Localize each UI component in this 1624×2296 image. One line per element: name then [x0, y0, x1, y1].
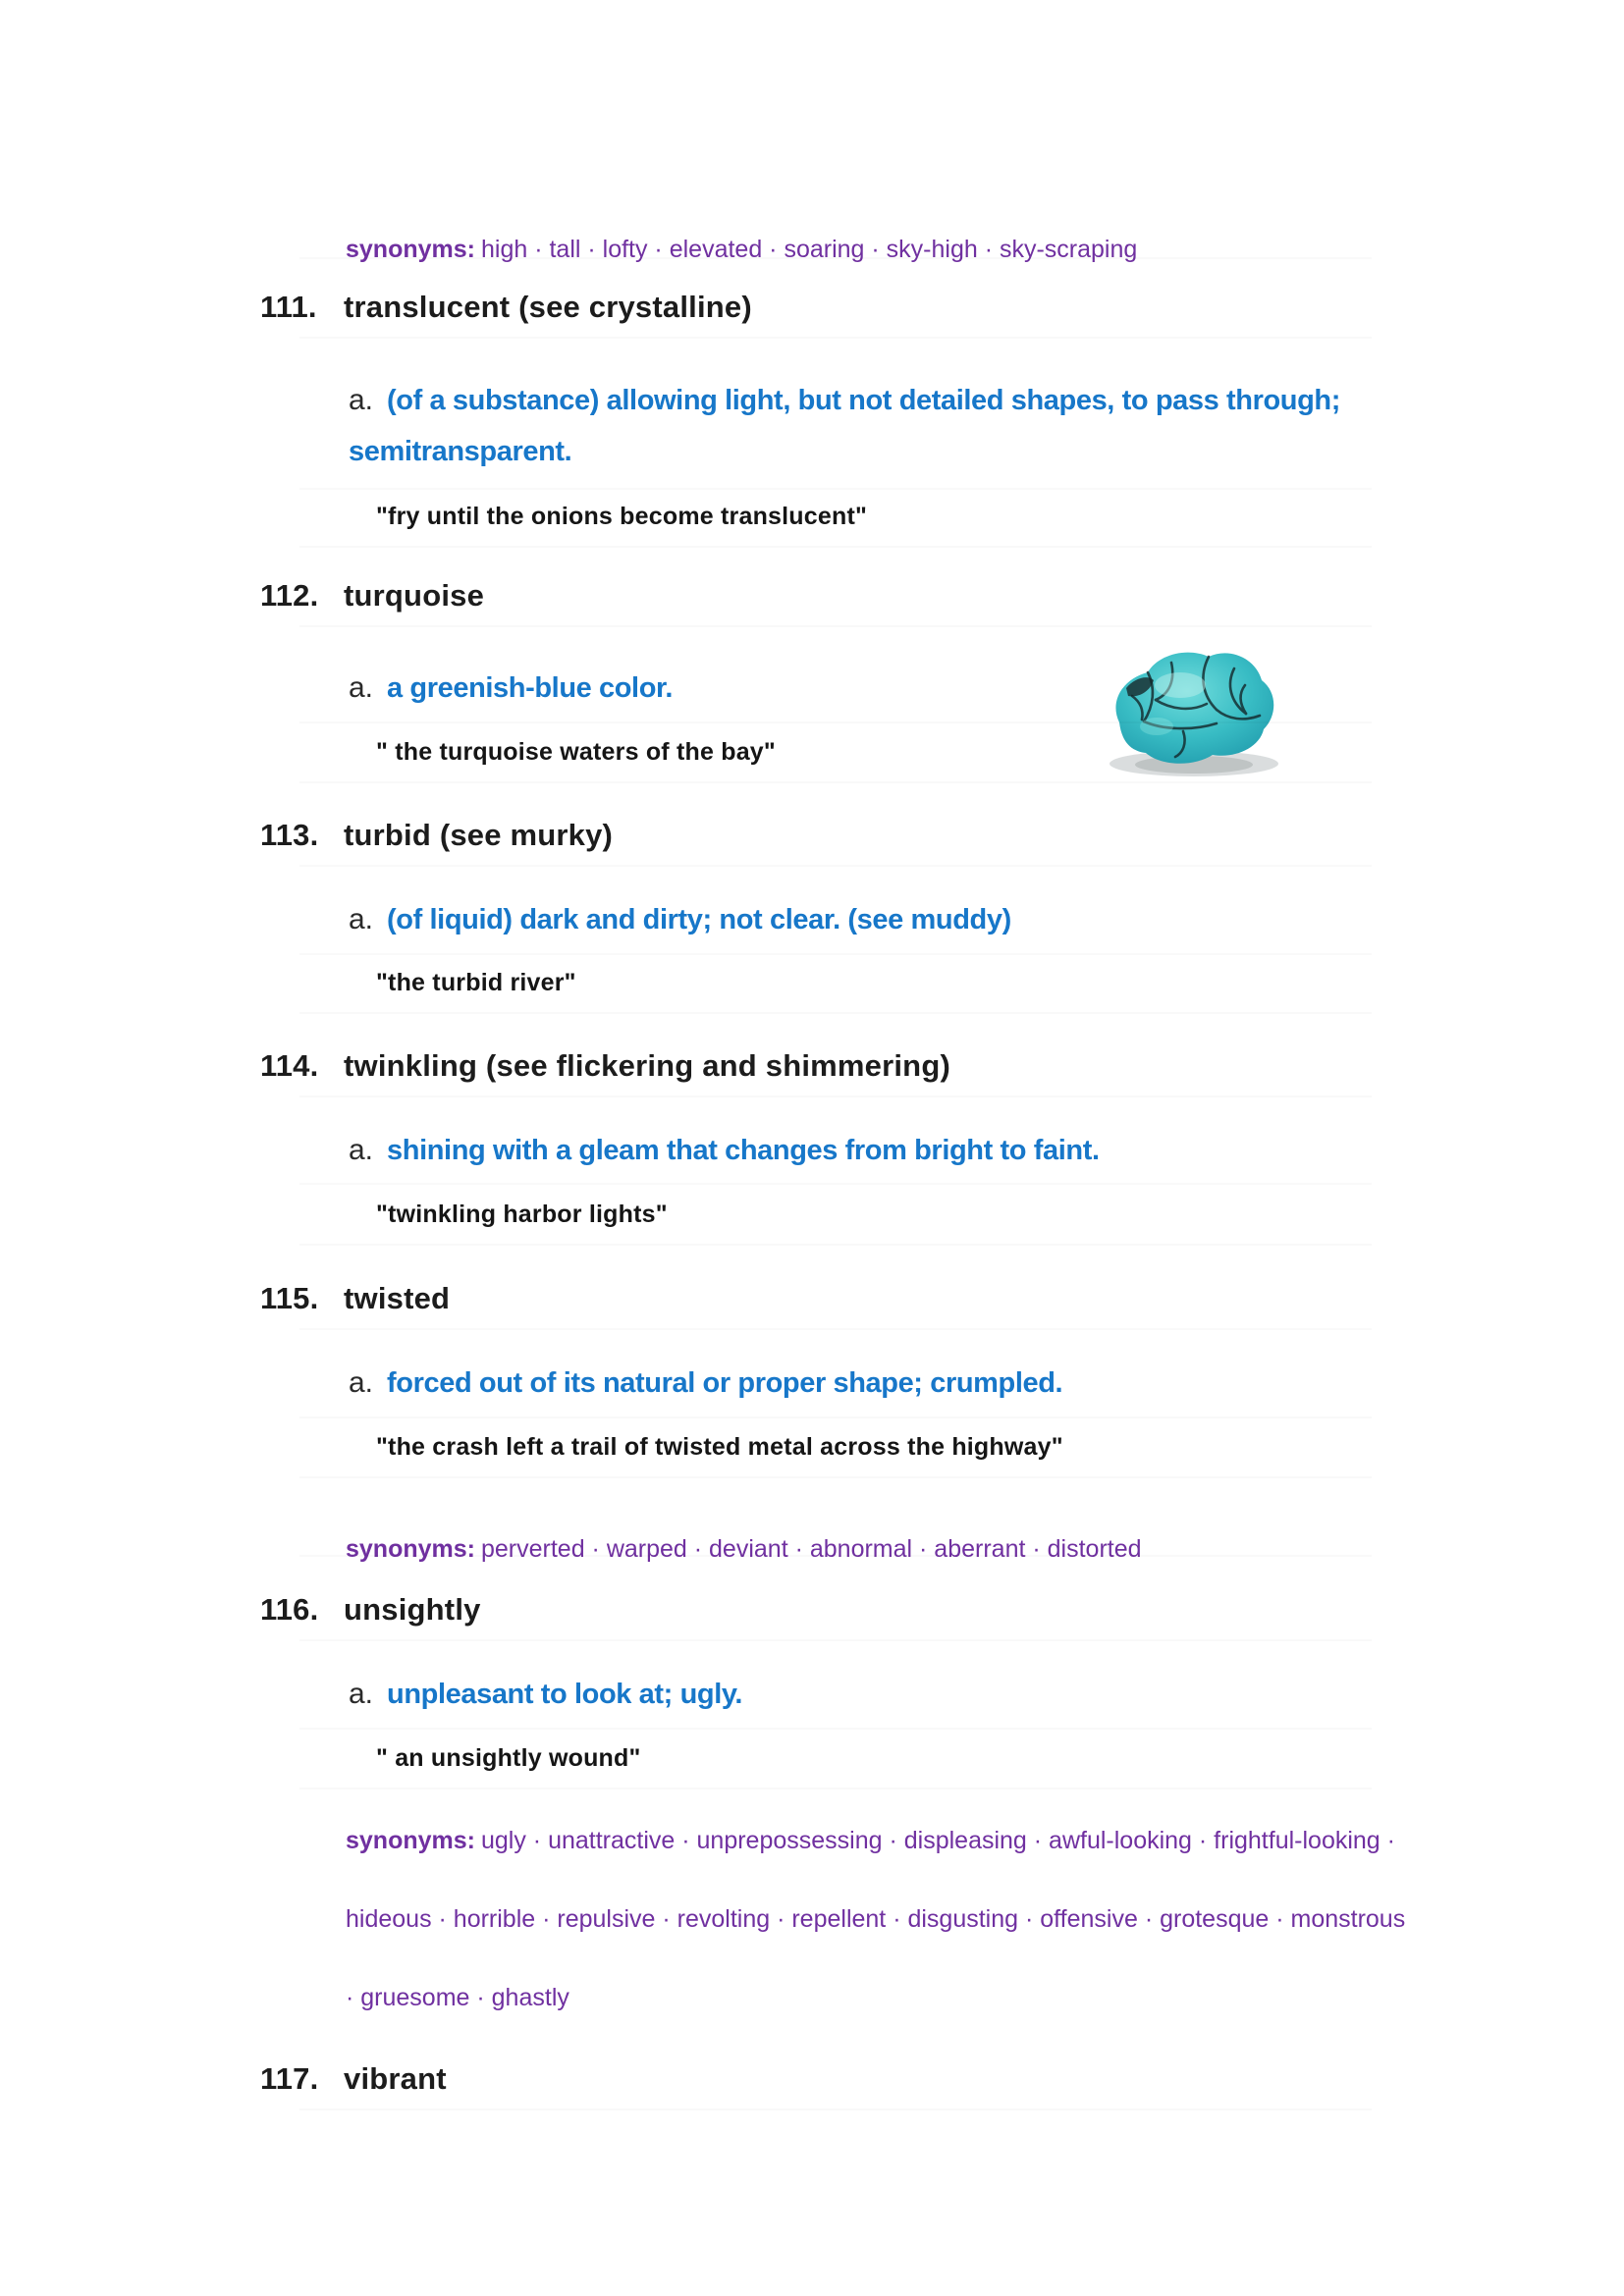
row-separator-line	[299, 1416, 1372, 1418]
entry-heading	[260, 578, 484, 614]
definition-text: forced out of its natural or proper shape; crumpled.	[387, 1367, 1063, 1399]
row-separator-line	[299, 1095, 1372, 1097]
entry-term: turbid (see murky)	[344, 818, 614, 852]
synonyms-list: ugly · unattractive · unprepossessing · displeasing · awful-looking · frightful-looking · hideous · horrible · repulsive · revolting · repellent · disgusting · offensive · grotesque · monstrous · gruesome · ghastly	[346, 1827, 1406, 2011]
entry-heading	[260, 290, 752, 325]
synonyms-label: synonyms:	[346, 1535, 475, 1563]
synonyms-list: high · tall · lofty · elevated · soaring · sky-high · sky-scraping	[480, 236, 1138, 263]
entry-term: twisted	[344, 1281, 451, 1315]
definition-row	[349, 1669, 1375, 1720]
definition-label: a.	[349, 903, 374, 935]
synonyms-list: perverted · warped · deviant · abnormal · aberrant · distorted	[480, 1535, 1142, 1563]
example-quote: " an unsightly wound"	[376, 1744, 641, 1772]
definition-row	[349, 1358, 1375, 1409]
entry-number: 113.	[260, 818, 319, 852]
row-separator-line	[299, 488, 1372, 490]
row-separator-line	[299, 1788, 1372, 1789]
row-separator-line	[299, 721, 1372, 723]
entry-heading	[260, 1048, 950, 1084]
row-separator-line	[299, 865, 1372, 867]
entry-heading	[260, 1592, 481, 1628]
entry-number: 115.	[260, 1281, 319, 1315]
synonyms-line	[346, 210, 1137, 289]
definition-row	[349, 375, 1375, 477]
row-separator-line	[299, 781, 1372, 783]
definition-row	[349, 1125, 1375, 1176]
synonyms-line	[346, 1510, 1142, 1588]
example-quote: "the turbid river"	[376, 969, 576, 996]
row-separator-line	[299, 1183, 1372, 1185]
entry-number: 116.	[260, 1592, 319, 1627]
synonyms-label: synonyms:	[346, 236, 475, 263]
entry-term: turquoise	[344, 578, 485, 613]
definition-label: a.	[349, 1366, 374, 1399]
row-separator-line	[299, 1639, 1372, 1641]
entry-term: unsightly	[344, 1592, 481, 1627]
row-separator-line	[299, 1012, 1372, 1014]
synonyms-label: synonyms:	[346, 1827, 475, 1854]
example-quote: " the turquoise waters of the bay"	[376, 738, 776, 766]
row-separator-line	[299, 1244, 1372, 1246]
definition-text: (of a substance) allowing light, but not detailed shapes, to pass through; semitransparent.	[349, 385, 1340, 467]
definition-label: a.	[349, 384, 374, 416]
entry-term: vibrant	[344, 2061, 447, 2096]
synonyms-line	[346, 1801, 1406, 2037]
entry-number: 114.	[260, 1048, 319, 1083]
entry-number: 112.	[260, 578, 319, 613]
row-separator-line	[299, 546, 1372, 548]
entry-heading	[260, 1281, 450, 1316]
entry-term: twinkling (see flickering and shimmering)	[344, 1048, 950, 1083]
row-separator-line	[299, 625, 1372, 627]
definition-label: a.	[349, 1678, 374, 1710]
entry-heading	[260, 818, 613, 853]
definition-text: unpleasant to look at; ugly.	[387, 1679, 743, 1710]
entry-term: translucent (see crystalline)	[344, 290, 752, 324]
row-separator-line	[299, 1476, 1372, 1478]
example-quote: "twinkling harbor lights"	[376, 1201, 668, 1228]
entry-number: 117.	[260, 2061, 319, 2096]
example-quote: "the crash left a trail of twisted metal across the highway"	[376, 1433, 1063, 1461]
row-separator-line	[299, 337, 1372, 339]
turquoise-stone-image	[1096, 636, 1286, 783]
definition-text: shining with a gleam that changes from bright to faint.	[387, 1135, 1100, 1166]
entry-number: 111.	[260, 290, 317, 324]
definition-row	[349, 894, 1375, 945]
row-separator-line	[299, 953, 1372, 955]
row-separator-line	[299, 257, 1372, 259]
row-separator-line	[299, 1555, 1372, 1557]
example-quote: "fry until the onions become translucent"	[376, 503, 868, 530]
definition-label: a.	[349, 1134, 374, 1166]
definition-label: a.	[349, 671, 374, 704]
entry-heading	[260, 2061, 447, 2097]
definition-text: (of liquid) dark and dirty; not clear. (see muddy)	[387, 904, 1011, 935]
row-separator-line	[299, 2109, 1372, 2110]
row-separator-line	[299, 1328, 1372, 1330]
definition-text: a greenish-blue color.	[387, 672, 673, 704]
row-separator-line	[299, 1728, 1372, 1730]
